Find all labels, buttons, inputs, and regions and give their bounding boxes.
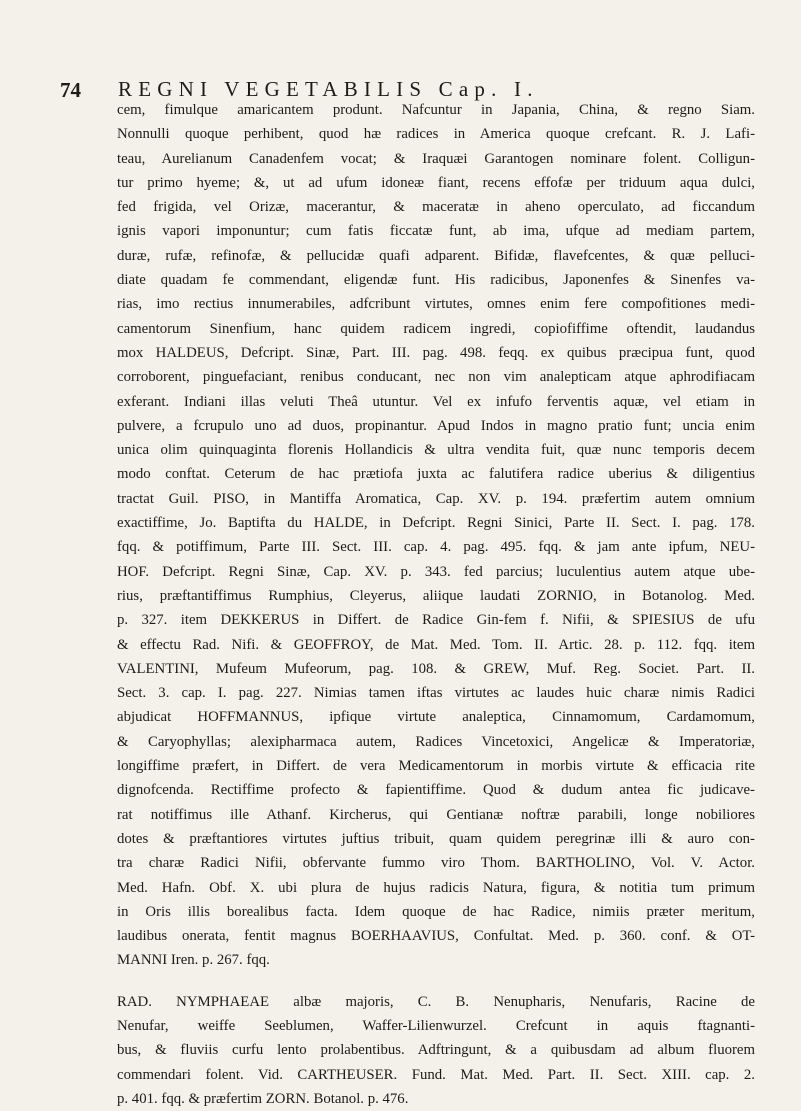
text-line: teau, Aurelianum Canadenfem vocat; & Iraquæi Garantogen nominare folent. Colligun- bbox=[117, 150, 755, 167]
text-line: tractat Guil. PISO, in Mantiffa Aromatica, Cap. XV. p. 194. præfertim autem omnium bbox=[117, 490, 755, 507]
text-line: ignis vapori imponuntur; cum fatis ficcatæ funt, ab ima, ufque ad mediam partem, bbox=[117, 223, 755, 240]
text-line: p. 327. item DEKKERUS in Differt. de Radice Gin-fem f. Nifii, & SPIESIUS de ufu bbox=[117, 612, 755, 629]
text-line: Nonnulli quoque perhibent, quod hæ radices in America quoque crefcant. R. J. Lafi- bbox=[117, 126, 755, 143]
text-line: dotes & præftantiores virtutes juftius tribuit, quam quidem peregrinæ illi & auro con- bbox=[117, 830, 755, 847]
text-line: & effectu Rad. Nifi. & GEOFFROY, de Mat. Med. Tom. II. Artic. 28. p. 112. fqq. item bbox=[117, 636, 755, 653]
text-line: camentorum Sinenfium, hanc quidem radicem ingredi, copiofiffime oftendit, laudandus bbox=[117, 320, 755, 337]
paragraph-ginseng bbox=[117, 98, 755, 973]
text-line: rius, præftantiffimus Rumphius, Cleyerus, aliique laudati ZORNIO, in Botanolog. Med. bbox=[117, 587, 755, 604]
text-line: longiffime præfert, in Differt. de vera Medicamentorum in morbis virtute & efficacia rite bbox=[117, 758, 755, 775]
running-head: REGNI VEGETABILIS Cap. I. bbox=[118, 77, 539, 101]
text-line: dignofcenda. Rectiffime profecto & fapientiffime. Quod & dudum antea fic judicave- bbox=[117, 782, 755, 799]
text-line: Nenufar, weiffe Seeblumen, Waffer-Lilienwurzel. Crefcunt in aquis ftagnanti- bbox=[117, 1017, 755, 1034]
page-number: 74 bbox=[60, 78, 81, 102]
text-line: diate quadam fe commendant, eligendæ funt. His radicibus, Japonenfes & Sinenfes va- bbox=[117, 272, 755, 289]
text-line: pulvere, a fcrupulo uno ad duos, propinantur. Apud Indos in magno pratio funt; uncia enim bbox=[117, 417, 755, 434]
text-line: Med. Hafn. Obf. X. ubi plura de hujus radicis Natura, figura, & notitia tum primum bbox=[117, 879, 755, 896]
text-block bbox=[117, 98, 755, 1111]
paragraph-gap bbox=[117, 973, 755, 990]
text-line: fqq. & potiffimum, Parte III. Sect. III. cap. 4. pag. 495. fqq. & jam ante ipfum, NEU- bbox=[117, 539, 755, 556]
text-line: & Caryophyllas; alexipharmaca autem, Radices Vincetoxici, Angelicæ & Imperatoriæ, bbox=[117, 733, 755, 750]
text-line: exferant. Indiani illas veluti Theâ utuntur. Vel ex infufo ferventis aquæ, vel etiam in bbox=[117, 393, 755, 410]
text-line: tra charæ Radici Nifii, obfervante fummo viro Thom. BARTHOLINO, Vol. V. Actor. bbox=[117, 855, 755, 872]
text-line: HOF. Defcript. Regni Sinæ, Cap. XV. p. 343. fed parcius; luculentius autem atque ube- bbox=[117, 563, 755, 580]
text-line: abjudicat HOFFMANNUS, ipfique virtute analeptica, Cinnamomum, Cardamomum, bbox=[117, 709, 755, 726]
text-line: rat notiffimus ille Athanf. Kircherus, qui Gentianæ noftræ parabili, longe nobiliores bbox=[117, 806, 755, 823]
text-line: corroborent, pinguefaciant, renibus conducant, nec non vim analepticam atque aphrodifiacam bbox=[117, 369, 755, 386]
text-line: cem, fimulque amaricantem produnt. Nafcuntur in Japania, China, & regno Siam. bbox=[117, 102, 755, 118]
text-line: p. 401. fqq. & præfertim ZORN. Botanol. p. 476. bbox=[117, 1090, 409, 1107]
text-line: VALENTINI, Mufeum Mufeorum, pag. 108. & GREW, Muf. Reg. Societ. Part. II. bbox=[117, 660, 755, 677]
text-line: duræ, rufæ, refinofæ, & pellucidæ quafi adparent. Bifidæ, flavefcentes, & quæ pelluci- bbox=[117, 247, 755, 264]
text-line: modo conftat. Ceterum de hac prætiofa juxta ac falutifera radice uberius & diligentius bbox=[117, 466, 755, 483]
text-line: bus, & fluviis curfu lento prolabentibus. Adftringunt, & a quibusdam ad album fluorem bbox=[117, 1042, 755, 1059]
text-line: exactiffime, Jo. Baptifta du HALDE, in Defcript. Regni Sinici, Parte II. Sect. I. pag. 178. bbox=[117, 515, 755, 532]
text-line: RAD. NYMPHAEAE albæ majoris, C. B. Nenupharis, Nenufaris, Racine de bbox=[117, 993, 755, 1010]
text-line: mox HALDEUS, Defcript. Sinæ, Part. III. pag. 498. feqq. ex quibus præcipua funt, quod bbox=[117, 344, 755, 361]
paragraph-nymphaea bbox=[117, 990, 755, 1111]
text-line: Sect. 3. cap. I. pag. 227. Nimias tamen iftas virtutes ac laudes huic charæ nimis Radici bbox=[117, 685, 755, 702]
text-line: commendari folent. Vid. CARTHEUSER. Fund. Mat. Med. Part. II. Sect. XIII. cap. 2. bbox=[117, 1066, 755, 1083]
text-line: rias, imo rectius innumerabiles, adfcribunt virtutes, omnes enim fere compofitiones medi- bbox=[117, 296, 755, 313]
text-line: unica olim quinquaginta florenis Hollandicis & ultra vendita fuit, quæ nunc temporis decem bbox=[117, 442, 755, 459]
text-line: MANNI Iren. p. 267. fqq. bbox=[117, 952, 270, 969]
text-line: tur primo hyeme; &, ut ad ufum idoneæ fiant, recens effofæ per triduum aqua dulci, bbox=[117, 174, 755, 191]
text-line: fed frigida, vel Orizæ, macerantur, & maceratæ in aheno operculato, ad ficcandum bbox=[117, 199, 755, 216]
text-line: laudibus onerata, fentit magnus BOERHAAVIUS, Confultat. Med. p. 360. conf. & OT- bbox=[117, 928, 755, 945]
text-line: in Oris illis borealibus facta. Idem quoque de hac Radice, nimiis præter meritum, bbox=[117, 903, 755, 920]
